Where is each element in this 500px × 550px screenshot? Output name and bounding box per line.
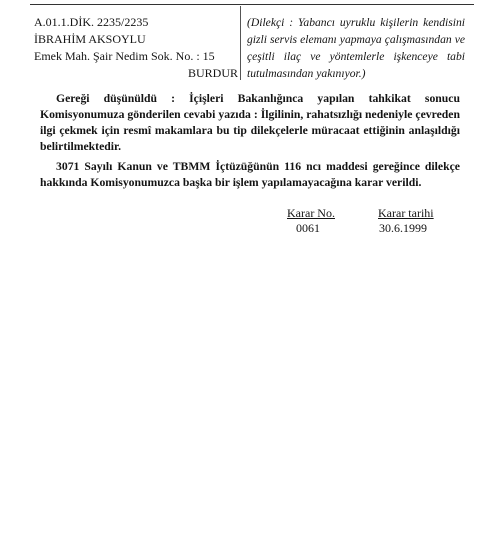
body-paragraph-1: Gereği düşünüldü : İçişleri Bakanlığınca yapılan tahkikat sonucu Komisyonumuza gönderilen cevabi yazıda : İlgilinin, rahatsızlığı nedeniyle çevreden ilgi çekmek için resmî makamlara bu tip dilekçelerle müracaat ettiğinin anlaşıldığı belirtilmektedir. — [40, 92, 460, 153]
reference-number: A.01.1.DİK. 2235/2235 — [34, 15, 149, 29]
decision-date-label: Karar tarihi — [378, 206, 434, 220]
petitioner-address: Emek Mah. Şair Nedim Sok. No. : 15 — [34, 49, 215, 63]
decision-date-value: 30.6.1999 — [379, 221, 427, 235]
body-paragraph-2: 3071 Sayılı Kanun ve TBMM İçtüzüğünün 116 ncı maddesi gereğince dilekçe hakkında Komisyonumuzca başka bir işlem yapılamayacağına karar verildi. — [40, 160, 460, 189]
petition-summary: (Dilekçi : Yabancı uyruklu kişilerin kendisini gizli servis elemanı yapmaya çalışmasından ve çeşitli ilaç ve yöntemlerle işkenceye tabi tutulmasından yakınıyor.) — [247, 16, 465, 80]
decision-number-label: Karar No. — [287, 206, 335, 220]
decision-body — [40, 91, 460, 195]
column-divider — [240, 6, 241, 80]
petitioner-city: BURDUR — [187, 66, 238, 80]
petitioner-name: İBRAHİM AKSOYLU — [34, 32, 146, 46]
decision-number-value: 0061 — [296, 221, 320, 235]
top-rule — [30, 4, 474, 5]
sender-block — [34, 14, 238, 82]
